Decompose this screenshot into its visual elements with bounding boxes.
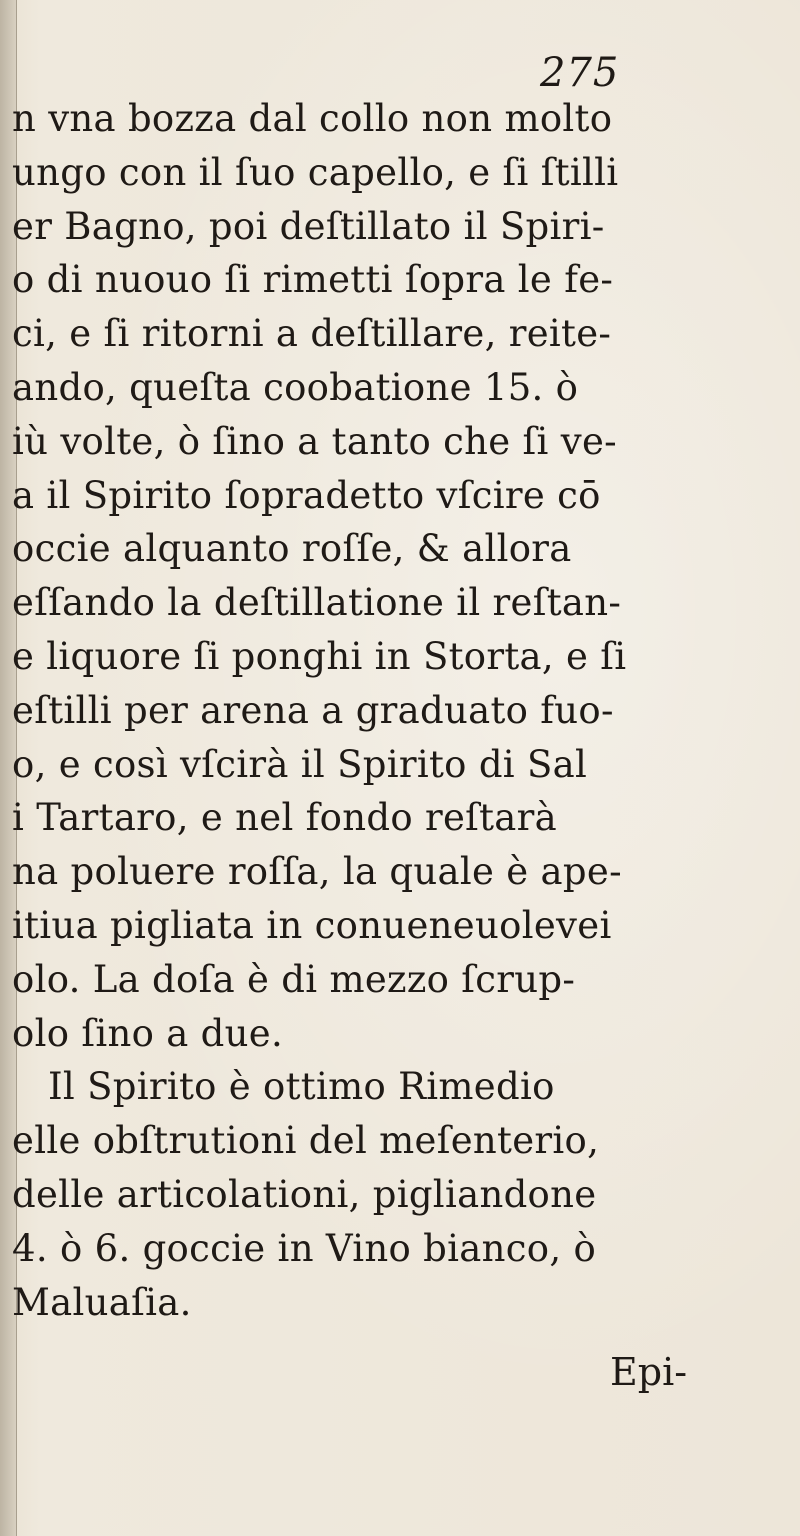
text-line: olo. La doſa è di mezzo ſcrup- bbox=[12, 957, 576, 1001]
text-line: Maluaſia. bbox=[12, 1280, 192, 1324]
text-line: ando, queſta coobatione 15. ò bbox=[12, 365, 579, 409]
text-line: itiua pigliata in conueneuolevei bbox=[12, 903, 612, 947]
text-line: ci, e ſi ritorni a deſtillare, reite- bbox=[12, 312, 612, 356]
text-line: e liquore ſi ponghi in Storta, e ſi bbox=[12, 634, 627, 678]
text-line: na poluere roſſa, la quale è ape- bbox=[12, 850, 622, 894]
text-line: o, e così vſcirà il Spirito di Sal bbox=[12, 742, 588, 786]
text-line: 4. ò 6. goccie in Vino bianco, ò bbox=[12, 1226, 597, 1270]
text-line: elle obſtrutioni del meſenterio, bbox=[12, 1119, 600, 1163]
text-line: i Tartaro, e nel fondo reſtarà bbox=[12, 796, 558, 840]
text-line: ungo con il ſuo capello, e ſi ſtilli bbox=[12, 150, 619, 194]
catchword: Epi- bbox=[610, 1350, 688, 1394]
text-line: eſſando la deſtillatione il reſtan- bbox=[12, 581, 622, 625]
text-line: delle articolationi, pigliandone bbox=[12, 1172, 597, 1216]
text-line: iù volte, ò ſino a tanto che ſi ve- bbox=[12, 419, 617, 463]
text-line: a il Spirito ſopradetto vſcire cō bbox=[12, 473, 601, 517]
text-line: eſtilli per arena a graduato fuo- bbox=[12, 688, 614, 732]
text-line: o di nuouo ſi rimetti ſopra le fe- bbox=[12, 258, 614, 302]
text-line: olo ſino a due. bbox=[12, 1011, 284, 1055]
text-block bbox=[12, 92, 792, 1329]
text-line: n vna bozza dal collo non molto bbox=[12, 97, 613, 140]
text-line: occie alquanto roſſe, & allora bbox=[12, 527, 572, 571]
text-line: er Bagno, poi deſtillato il Spiri- bbox=[12, 204, 605, 248]
paragraph-start-line: Il Spirito è ottimo Rimedio bbox=[48, 1065, 555, 1109]
page-number: 275 bbox=[540, 50, 620, 96]
